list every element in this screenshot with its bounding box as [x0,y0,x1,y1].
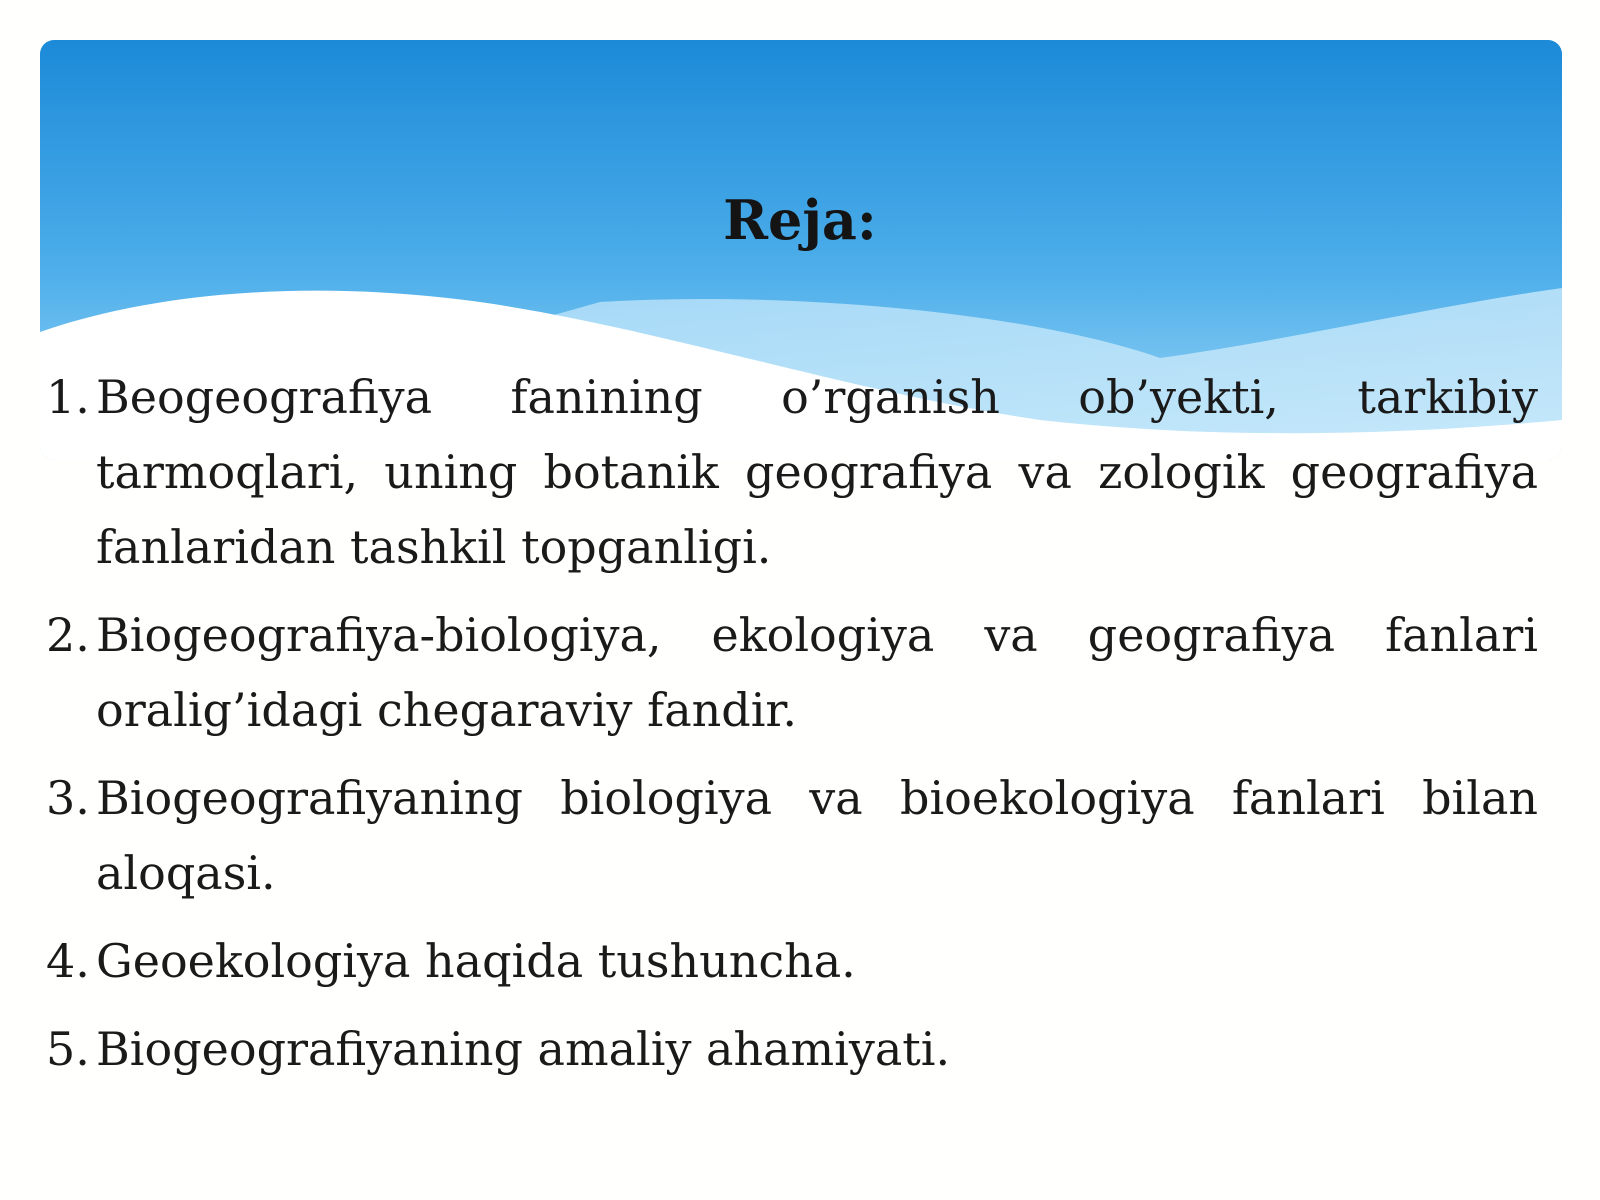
plan-item-text: Beogeografiya fanining o’rganish ob’yekti, tarkibiy tarmoqlari, uning botanik geografiya va zologik geografiya fanlaridan tashkil topganligi. [96,370,1538,574]
plan-item-text: Geoekologiya haqida tushuncha. [96,934,856,988]
plan-item-number: 3. [46,771,90,825]
plan-item [46,1012,1538,1087]
plan-list [46,360,1538,1100]
slide-title: Reja: [723,188,877,252]
plan-item-text: Biogeografiyaning biologiya va bioekologiya fanlari bilan aloqasi. [96,771,1538,900]
plan-item [46,598,1538,748]
plan-item-number: 4. [46,934,90,988]
plan-item-number: 2. [46,608,90,662]
plan-item [46,924,1538,999]
plan-item-number: 5. [46,1022,90,1076]
plan-item-text: Biogeografiya-biologiya, ekologiya va geografiya fanlari oralig’idagi chegaraviy fandir. [96,608,1538,737]
plan-item-text: Biogeografiyaning amaliy ahamiyati. [96,1022,951,1076]
plan-item [46,360,1538,585]
plan-item [46,761,1538,911]
plan-item-number: 1. [46,370,90,424]
